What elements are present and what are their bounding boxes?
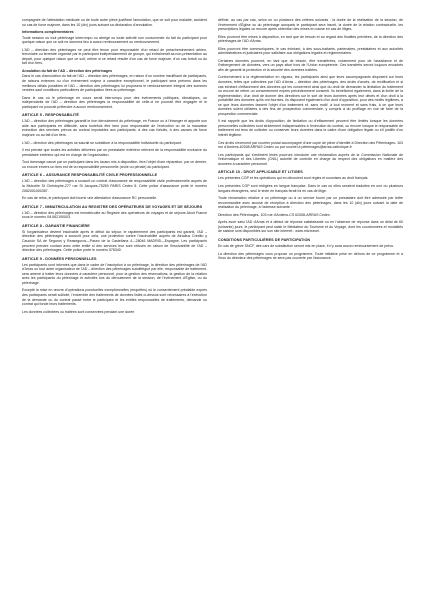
subheading-informations: Informations complémentaires: [22, 30, 74, 35]
paragraph: L'AD – direction des pèlerinages a souscrit un contrat d'assurance de responsabilité civile professionnelle auprès de la Mutuelle St Christophe-277 rue St Jacques-75259 PARIS Cedex 5. Cette police d'assurance porte le numéro 2082001000387.: [22, 179, 207, 193]
article-5-heading: ARTICLE 5 - RESPONSABILITÉ: [22, 113, 79, 118]
article-7-heading: ARTICLE 7 - IMMATRICULATION AU REGISTRE DES OPÉRATEURS DE VOYAGES ET DE SÉJOURS: [22, 204, 203, 209]
paragraph: Tout dommage causé par un participant dans les locaux mis à disposition, fera l'objet d'une réparation, par ce dernier, ou encore envers un tiers est de la responsabilité personnelle (civile ou pénale) du participant.: [22, 160, 207, 169]
paragraph: compagnée de l'attestation médicale ou de toute autre pièce justifiant l'annulation, que ce soit pour maladie, accident ou cas de force majeure, dans les 10 (dix) jours suivant sa déclaration d'annulation.: [22, 18, 207, 27]
paragraph: En cas de refus, le participant doit fournir une attestation d'assurance RC personnelle.: [22, 196, 158, 201]
subheading-annulation: Annulation du fait de l'AD – direction des pèlerinages: [22, 68, 112, 73]
paragraph: Dans le cas où le pèlerinage en cours serait interrompu pour des événements politiques, climatiques, ou indépendants de l'AD – direction des pèlerinages la responsabilité de celle-ci ne pourrait être engagée et le participant ne pourrait prétendre à aucun remboursement.: [22, 95, 207, 109]
article-8-heading: ARTICLE 8 - GARANTIE FINANCIÈRE: [22, 223, 90, 228]
paragraph: Toute réclamation relative à un pèlerinage ou à un service fourni par un prestataire doit être adressée par lettre recommandée avec accusé de réception à direction des pèlerinages, dans les 10 (dix) jours suivant la date de réalisation du pèlerinage, à l'adresse suivante :: [218, 196, 403, 210]
paragraph: Conformément à la réglementation en vigueur, les participants ainsi que leurs accompagnants disposent sur leurs données, telles que collectées par l'AD d'Arras – direction des pèlerinages, des droits d'accès, de rectification et si cas échéant d'effacement des données qui les concernent ainsi que du droit de demander la limitation du traitement ou encore de retirer un consentement exprès précédemment consenti. Ils bénéficient également, dans la limite de la réglementation, d'un droit de donner des directives sur le sort de leurs données après leur décès et d'un droit à la portabilité des données qu'ils ont fournies. Ils disposent également d'un droit d'opposition, pour des motifs légitimes, à ce que leurs données fassent l'objet d'un traitement et, sans motif, à tout moment et sans frais, à ce que leurs données soient utilisées à des fins de prospection commerciale, y compris à du profilage en vue de faire de la prospection commerciale.: [218, 75, 403, 116]
paragraph: Les présentes CGP sont rédigées en langue française. Dans le cas où elles seraient traduites en une ou plusieurs langues étrangères, seul le texte en français ferait foi en cas de litige.: [218, 183, 403, 193]
paragraph: L'AD – direction des pèlerinages garantit le bon déroulement du pèlerinage, en France ou à l'étranger et apporte son aide aux participants en difficulté, sans toutefois être tenu pour responsable de l'exécution ou de la mauvaise exécution des services prévus au contrat imputables aux participants, à des cas fortuits, à des causes de force majeure ou au fait d'un tiers.: [22, 119, 207, 138]
paragraph: Ces droits s'exercent par courrier postal accompagné d'une copie de pièce d'identité à Direction des Pèlerinages- 103 rue d'Amiens-62008 ARRAS Cedex ou par courriel à pelerinages@arras.catholique.fr: [218, 140, 403, 150]
paragraph: Elles pourront être communiquées, le cas échéant, à des sous-traitants, partenaires, prestataires et aux autorités administratives et judiciaires pour satisfaire aux obligations légales et réglementaires.: [218, 46, 403, 56]
paragraph: Dans le cas d'annulation du fait de l'AD – direction des pèlerinages, en raison d'un nombre insuffisant de participants, de raisons externes ou d'un événement majeur à caractère exceptionnel, le participant sera prévenu dans les meilleurs délais possibles et l'AD – direction des pèlerinages lui proposera le remboursement intégral des sommes versées sauf conditions particulières de participation liées au pèlerinage.: [22, 74, 207, 93]
paragraph: Les participants qui s'estiment lésés pourront introduire une réclamation auprès de la Commission Nationale de l'Informatique et des Libertés (CNIL) autorité de contrôle en charge du respect des obligations en matière des données à caractère personnel.: [218, 152, 403, 166]
paragraph: Direction des Pèlerinages- 103 rue d'Amiens-CS 62008-ARRAS Cedex.: [218, 212, 331, 217]
paragraph: Il est précisé que toutes les activités délivrées par un prestataire extérieur relèvent de la responsabilité exclusive du prestataire extérieur qui est en charge de l'organisation.: [22, 148, 207, 157]
paragraph: L'AD – direction des pèlerinages est immatriculée au Registre des opérateurs de voyages et de séjours Atout France sous le numéro IM.062190003.: [22, 210, 207, 220]
paragraph: Il est rappelé que les droits d'opposition, de limitation ou d'effacement peuvent être limités lorsque les données personnelles collectées sont strictement indispensables à l'exécution du contrat, ou encore lorsque le responsable de traitement est tenu de collecter ou conserver leurs données dans le cadre d'une obligation légale ou s'il justifie d'un intérêt légitime.: [218, 119, 403, 138]
article-6-heading: ARTICLE 6 – ASSURANCE RESPONSABILITÉ CIVILE PROFESSIONNELLE: [22, 173, 158, 178]
paragraph: L'AD – direction des pèlerinages ne peut être tenue pour responsable d'un retard de préacheminement aérien, ferroviaire ou terrestre organisé par le participant indépendamment de groupe, qui entraînerait sa non-présentation au départ, pour quelque raison que ce soit, même si ce retard résulte d'un cas de force majeure, d'un cas fortuit ou du fait d'un tiers.: [22, 47, 207, 66]
paragraph: L'AD – direction des pèlerinages se saurait se substituer à la responsabilité individuelle du participant.: [22, 140, 182, 145]
paragraph: définie, au cas par cas, selon un ou plusieurs des critères suivants : la durée de la réalisation de la session, de l'évènement d'Église ou du pèlerinage auxquels le participant sera inscrit, la durée de la relation contractuelle, les prescriptions légales ou encore après obtention des mises en cause en cas de litiges.: [218, 18, 403, 32]
paragraph: Certaines données pourront, en tant que de besoin, être transférées, notamment pour de l'assistance et de l'hébergement de données, vers un pays situé hors de l'Union européenne. Ces transferts seront toujours encadrés afin de garantir la protection et la sécurité des données traitées.: [218, 58, 403, 72]
paragraph: Toute session ou tout pèlerinage interrompu ou abrégé ou toute activité non consommée du fait du participant pour quelque raison que ce soit ne donnera lieu à aucun remboursement ou remboursement.: [22, 35, 207, 45]
paragraph: En cas de grève SNCF, des cars de substitution seront mis en place, il n'y aura aucun remboursement de prévu.: [218, 243, 395, 248]
article-9-heading: ARTICLE 9 - DONNÉES PERSONNELLES: [22, 256, 97, 261]
paragraph: Les données collectées ou traitées sont conservées pendant une durée: [22, 309, 135, 314]
paragraph: Après avoir saisi l'AD d'Arras et à défaut de réponse satisfaisante ou en l'absence de réponse dans un délai de 60 (soixante) jours, le participant peut saisir le Médiateur du Tourisme et du Voyage, dont les coordonnées et modalités de saisine sont disponibles sur son site internet : www.mtv.travel.: [218, 220, 403, 234]
paragraph: Les participants sont informés que dans le cadre de l'inscription à un pèlerinage, la direction des pèlerinages de l'AD d'Arras ou tout autre organisateur de l'AD – direction des pèlerinages subdélégué par elle, responsable de traitement, sera amené à traiter leurs données à caractère personnel, pour la gestion des réservations, la gestion de la relation avec les participants du pèlerinage et activités lors du déroulement de la session, de l'évènement d'Église, ou du pèlerinage.: [22, 262, 207, 285]
right-column: [218, 18, 403, 591]
paragraph: Si l'organisateur devient insolvable après le début du séjour, le rapatriement des participants est garanti, l'AD – direction des pèlerinages a souscrit pour cela, une protection contre l'insolvabilité auprès de Atradius Crédito y Caución SA de Seguros y Reaseguros—Paseo de la Castellana 4—28046 MADRID—Espagne. Les participants peuvent prendre contact avec cette entité si des services leur sont refusés en raison de l'insolvabilité de l'AD – direction des pèlerinages. Cette police porte le numéro 578340.: [22, 229, 207, 253]
left-column: [22, 18, 207, 591]
paragraph: Elles pourront être mises à disposition, en tant que de besoin et au regard des finalités précitées, de la direction des pèlerinages de l'AD d'Arras.: [218, 34, 403, 44]
paragraph: Excepté la mise en œuvre d'opérations ponctuelles exceptionnelles (enquêtes) où le consentement préalable exprès des participants serait sollicité, l'ensemble des traitements de données listés ci-dessus sont nécessaires à l'exécution de la demande ou du contrat passé entre le participant et les entités responsables de traitements, demande ou contrat qui fonde leurs traitements.: [22, 288, 207, 307]
conditions-heading: CONDITIONS PARTICULIÈRES DE PARTICIPATION: [218, 237, 311, 242]
article-10-heading: ARTICLE 10 - DROIT APPLICABLE ET LITIGES: [218, 170, 303, 175]
paragraph: La direction des pèlerinages vous propose un programme. Toute initiative prise en dehors de ce programme et à l'insu du directeur des pèlerinages ne sera pas couverte par l'assurance.: [218, 251, 403, 261]
paragraph: Les présentes CGP et les opérations qui en découlent sont régies et soumises au droit français.: [218, 176, 369, 181]
